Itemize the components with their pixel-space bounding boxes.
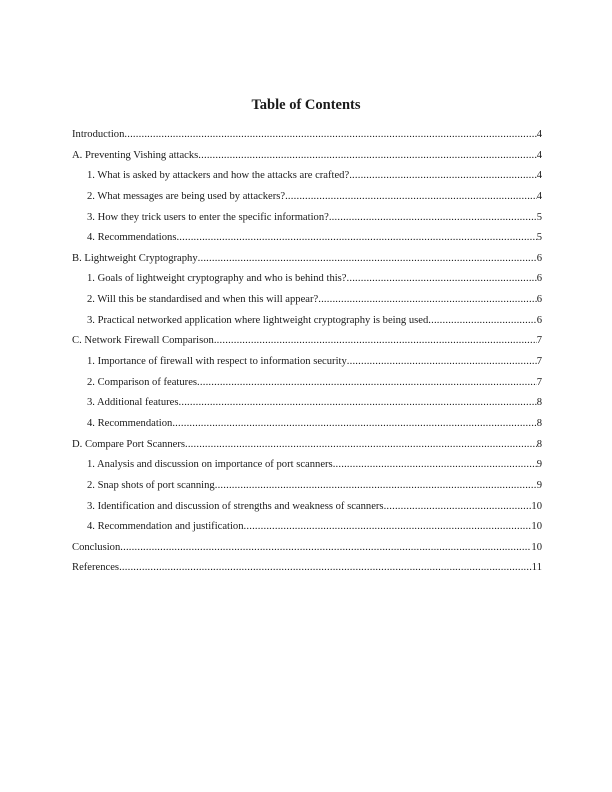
toc-entry-label: Introduction bbox=[72, 129, 125, 140]
toc-entry-page: 10 bbox=[531, 521, 542, 533]
toc-entry[interactable] bbox=[72, 476, 542, 497]
toc-entry[interactable] bbox=[72, 311, 542, 332]
toc-dot-leader bbox=[349, 166, 537, 187]
toc-entry-label: 3. Additional features bbox=[87, 397, 179, 409]
toc-dot-leader bbox=[124, 125, 536, 146]
toc-entry-label: C. Network Firewall Comparison bbox=[72, 335, 214, 347]
toc-entry[interactable] bbox=[72, 125, 542, 146]
toc-entry[interactable] bbox=[72, 497, 542, 518]
toc-dot-leader bbox=[198, 146, 536, 167]
toc-dot-leader bbox=[198, 249, 537, 270]
toc-dot-leader bbox=[119, 558, 532, 579]
toc-entry-label: 1. Goals of lightweight cryptography and who is behind this? bbox=[87, 273, 347, 285]
toc-entry-label: Conclusion bbox=[72, 541, 121, 553]
toc-entry-page: 5 bbox=[536, 232, 542, 244]
toc-entry-label: 1. Analysis and discussion on importance of port scanners bbox=[87, 459, 333, 471]
toc-entry-label: 2. Snap shots of port scanning bbox=[87, 479, 215, 491]
toc-entry[interactable] bbox=[72, 146, 542, 167]
toc-entry[interactable] bbox=[72, 517, 542, 538]
toc-entry[interactable] bbox=[72, 373, 542, 394]
toc-entry-page: 7 bbox=[536, 356, 542, 368]
toc-entry-page: 5 bbox=[536, 211, 542, 223]
toc-entry-label: References bbox=[72, 562, 120, 574]
toc-dot-leader bbox=[176, 228, 536, 249]
toc-entry-label: 2. Comparison of features bbox=[87, 376, 198, 388]
toc-entry-page: 6 bbox=[536, 273, 542, 285]
toc-entry-page: 6 bbox=[536, 252, 542, 264]
toc-entry[interactable] bbox=[72, 538, 542, 559]
toc-list bbox=[72, 125, 542, 579]
toc-entry[interactable] bbox=[72, 166, 542, 187]
toc-dot-leader bbox=[179, 393, 537, 414]
toc-dot-leader bbox=[120, 538, 531, 559]
toc-entry-page: 4 bbox=[536, 149, 542, 161]
toc-dot-leader bbox=[318, 290, 536, 311]
toc-entry-label: D. Compare Port Scanners bbox=[72, 438, 185, 450]
toc-dot-leader bbox=[428, 311, 536, 332]
toc-entry[interactable] bbox=[72, 435, 542, 456]
toc-entry-label: 2. What messages are being used by attackers? bbox=[87, 190, 286, 202]
toc-entry-page: 8 bbox=[536, 417, 542, 429]
toc-entry-page: 6 bbox=[536, 294, 542, 306]
toc-dot-leader bbox=[185, 435, 537, 456]
toc-dot-leader bbox=[384, 497, 532, 518]
toc-entry[interactable] bbox=[72, 558, 542, 579]
toc-entry-label: 3. Practical networked application where lightweight cryptography is being used bbox=[87, 314, 429, 326]
toc-entry-page: 6 bbox=[536, 314, 542, 326]
toc-entry[interactable] bbox=[72, 228, 542, 249]
toc-entry-page: 7 bbox=[536, 376, 542, 388]
toc-entry-page: 4 bbox=[536, 170, 542, 182]
toc-entry[interactable] bbox=[72, 290, 542, 311]
toc-dot-leader bbox=[197, 373, 537, 394]
toc-entry-page: 10 bbox=[531, 541, 542, 553]
toc-entry-page: 4 bbox=[536, 129, 542, 140]
toc-entry-label: 4. Recommendation bbox=[87, 417, 173, 429]
toc-entry-label: 4. Recommendation and justification bbox=[87, 521, 244, 533]
toc-entry[interactable] bbox=[72, 187, 542, 208]
toc-title: Table of Contents bbox=[251, 97, 361, 113]
toc-dot-leader bbox=[215, 476, 537, 497]
toc-entry-page: 8 bbox=[536, 438, 542, 450]
toc-entry-page: 8 bbox=[536, 397, 542, 409]
toc-entry[interactable] bbox=[72, 352, 542, 373]
toc-entry-label: B. Lightweight Cryptography bbox=[72, 252, 198, 264]
toc-entry[interactable] bbox=[72, 393, 542, 414]
toc-entry-label: 1. Importance of firewall with respect to information security bbox=[87, 356, 347, 368]
toc-entry-label: 3. How they trick users to enter the specific information? bbox=[87, 211, 329, 223]
toc-dot-leader bbox=[214, 331, 537, 352]
toc-entry[interactable] bbox=[72, 455, 542, 476]
toc-entry-page: 9 bbox=[536, 459, 542, 471]
toc-dot-leader bbox=[329, 208, 537, 229]
toc-entry-page: 4 bbox=[536, 190, 542, 202]
toc-entry[interactable] bbox=[72, 331, 542, 352]
toc-dot-leader bbox=[285, 187, 537, 208]
toc-dot-leader bbox=[347, 352, 537, 373]
toc-dot-leader bbox=[172, 414, 536, 435]
toc-entry[interactable] bbox=[72, 249, 542, 270]
toc-entry-page: 9 bbox=[536, 479, 542, 491]
toc-entry[interactable] bbox=[72, 208, 542, 229]
toc-entry-page: 7 bbox=[536, 335, 542, 347]
toc-entry-label: 2. Will this be standardised and when this will appear? bbox=[87, 294, 319, 306]
toc-entry-label: 3. Identification and discussion of strengths and weakness of scanners bbox=[87, 500, 384, 512]
toc-dot-leader bbox=[244, 517, 532, 538]
toc-entry-page: 10 bbox=[531, 500, 542, 512]
toc-entry-label: 1. What is asked by attackers and how the attacks are crafted? bbox=[87, 170, 350, 182]
toc-entry-label: 4. Recommendations bbox=[87, 232, 177, 244]
toc-entry[interactable] bbox=[72, 414, 542, 435]
toc-dot-leader bbox=[347, 269, 537, 290]
toc-entry-page: 11 bbox=[531, 562, 542, 574]
toc-dot-leader bbox=[333, 455, 537, 476]
toc-entry-label: A. Preventing Vishing attacks bbox=[72, 149, 199, 161]
toc-entry[interactable] bbox=[72, 269, 542, 290]
